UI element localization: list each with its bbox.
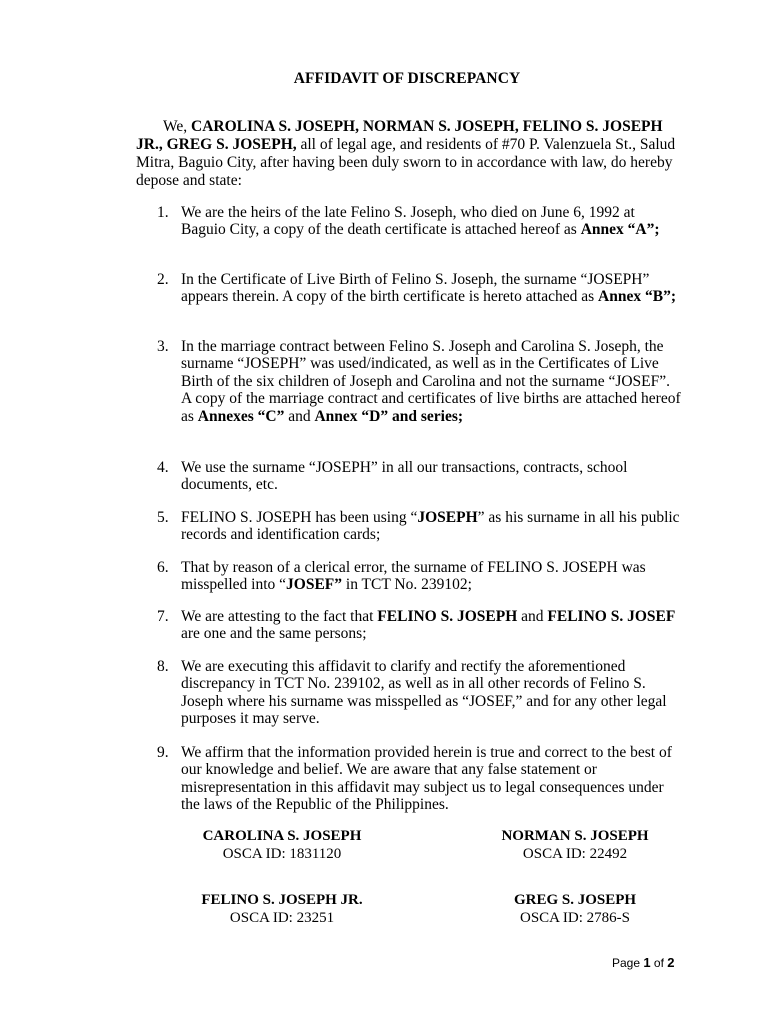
signatory-name: CAROLINA S. JOSEPH	[202, 828, 362, 844]
item-text	[181, 204, 681, 239]
item-number: 9.	[157, 744, 169, 761]
signatory-osca-id: OSCA ID: 2786-S	[519, 909, 631, 926]
page-label: Page	[612, 956, 644, 970]
signatory-osca-id: OSCA ID: 23251	[229, 909, 335, 926]
signature-block-carolina	[182, 828, 382, 863]
total-pages: 2	[667, 955, 675, 970]
item-text	[181, 271, 681, 306]
item-number: 7.	[157, 608, 169, 625]
annex-reference: Annex “D” and series;	[314, 407, 464, 425]
signatory-osca-id: OSCA ID: 1831120	[222, 845, 342, 862]
intro-paragraph	[136, 118, 676, 190]
annex-reference: Annexes “C”	[197, 407, 285, 425]
signature-block-norman	[475, 828, 675, 863]
item-number: 2.	[157, 271, 169, 288]
item-text-part: are one and the same persons;	[181, 625, 367, 643]
of-label: of	[650, 956, 668, 970]
item-text-part: FELINO S. JOSEPH has been using “	[181, 509, 418, 526]
item-number: 4.	[157, 459, 169, 476]
item-number: 6.	[157, 559, 169, 576]
item-text	[181, 509, 681, 544]
item-text-part: ” as his surname in all his public records and identification cards;	[181, 509, 680, 544]
signatory-name: GREG S. JOSEPH	[513, 892, 637, 908]
name-emphasis: FELINO S. JOSEPH	[377, 608, 518, 625]
item-text	[181, 338, 681, 425]
name-emphasis: FELINO S. JOSEF	[547, 608, 676, 625]
item-text-part: That by reason of a clerical error, the surname of FELINO S. JOSEPH was misspelled into “	[181, 559, 646, 594]
item-text-part: We are the heirs of the late Felino S. Joseph, who died on June 6, 1992 at Baguio City, a copy of the death certificate is attached hereof as	[181, 204, 635, 239]
signatory-name: NORMAN S. JOSEPH	[501, 828, 649, 844]
item-text-part: In the Certificate of Live Birth of Felino S. Joseph, the surname “JOSEPH” appears therein. A copy of the birth certificate is hereto attached as	[181, 271, 650, 306]
item-text: We use the surname “JOSEPH” in all our transactions, contracts, school documents, etc.	[181, 459, 628, 494]
surname-emphasis: JOSEPH	[417, 509, 478, 526]
item-number: 1.	[157, 204, 169, 221]
item-text-part: and	[284, 407, 315, 425]
item-text-part: In the marriage contract between Felino S. Joseph and Carolina S. Joseph, the surname “JOSEPH” was used/indicated, as well as in the Certificates of Live Birth of the six children of Joseph and Carolina and not the surname “JOSEF”. A copy of the marriage contract and certificates of live births are attached hereof as	[181, 338, 681, 425]
item-text-part: and	[517, 608, 548, 625]
item-number: 5.	[157, 509, 169, 526]
page-number	[612, 955, 675, 970]
item-number: 3.	[157, 338, 169, 355]
annex-reference: Annex “A”;	[580, 221, 660, 239]
intro-text-rest: all of legal age, and residents of #70 P. Valenzuela St., Salud Mitra, Baguio City, after having been duly sworn to in accordance with law, do hereby depose and state:	[136, 136, 676, 189]
signatory-name: FELINO S. JOSEPH JR.	[201, 892, 363, 908]
affiant-names: CAROLINA S. JOSEPH, NORMAN S. JOSEPH, FELINO S. JOSEPH JR., GREG S. JOSEPH,	[136, 118, 663, 153]
item-text	[181, 608, 681, 643]
signatory-osca-id: OSCA ID: 22492	[522, 845, 628, 862]
current-page: 1	[643, 955, 651, 970]
item-number: 8.	[157, 658, 169, 675]
item-text: We are executing this affidavit to clarify and rectify the aforementioned discrepancy in TCT No. 239102, as well as in all other records of Felino S. Joseph where his surname was misspelled as “JOSEF,” and for any other legal purposes it may serve.	[181, 658, 667, 728]
item-text: We affirm that the information provided herein is true and correct to the best of our knowledge and belief. We are aware that any false statement or misrepresentation in this affidavit may subject us to legal consequences under the laws of the Republic of the Philippines.	[181, 744, 672, 814]
item-text-part: in TCT No. 239102;	[342, 576, 472, 594]
annex-reference: Annex “B”;	[598, 288, 676, 306]
document-title: AFFIDAVIT OF DISCREPANCY	[293, 70, 521, 87]
surname-emphasis: JOSEF”	[286, 576, 343, 594]
item-text	[181, 559, 681, 594]
signature-block-felino-jr	[182, 892, 382, 927]
signature-block-greg	[475, 892, 675, 927]
item-text-part: We are attesting to the fact that	[181, 608, 378, 625]
intro-text-start: We,	[163, 118, 192, 135]
